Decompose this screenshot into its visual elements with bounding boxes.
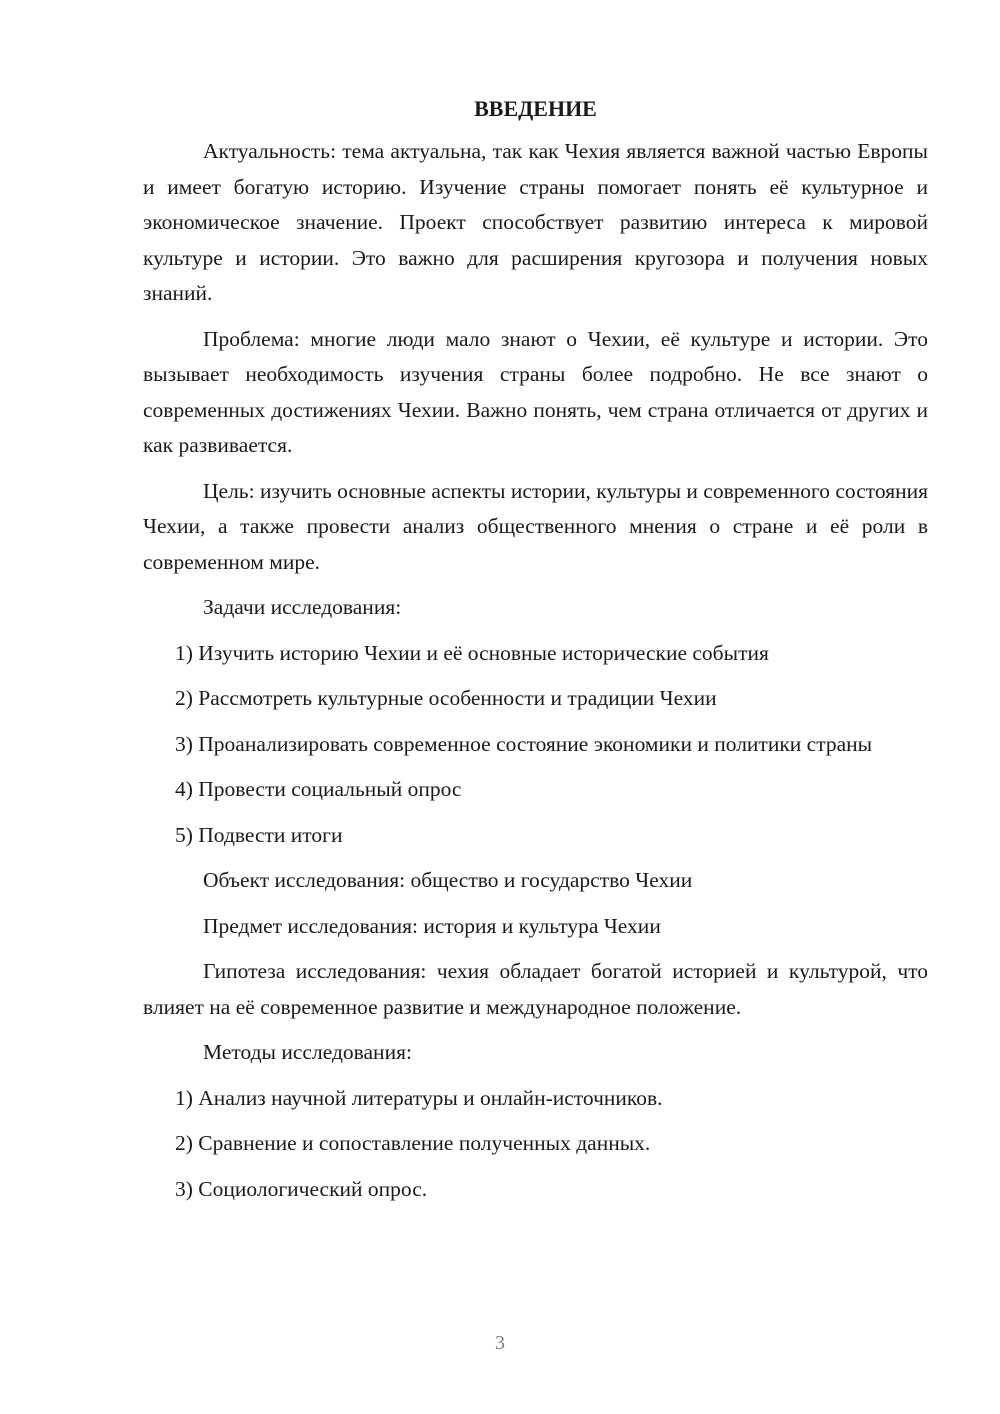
document-page xyxy=(143,94,928,1217)
list-item: 4) Провести социальный опрос xyxy=(175,777,462,801)
list-item: 5) Подвести итоги xyxy=(175,822,343,847)
list-item: 2) Сравнение и сопоставление полученных данных. xyxy=(175,1131,651,1155)
goal-paragraph: Цель: изучить основные аспекты истории, культуры и современного состояния Чехии, а также провести анализ общественного мнения о стране и её роли в современном мире. xyxy=(143,478,928,574)
list-item: 1) Анализ научной литературы и онлайн-источников. xyxy=(175,1085,663,1110)
hypothesis-paragraph: Гипотеза исследования: чехия обладает богатой историей и культурой, что влияет на её современное развитие и международное положение. xyxy=(143,959,928,1019)
methods-label: Методы исследования: xyxy=(203,1040,412,1064)
object-paragraph: Объект исследования: общество и государство Чехии xyxy=(203,868,693,892)
list-item: 3) Социологический опрос. xyxy=(175,1176,428,1201)
list-item: 3) Проанализировать современное состояние экономики и политики страны xyxy=(175,731,873,756)
tasks-list xyxy=(143,636,928,854)
subject-paragraph: Предмет исследования: история и культура Чехии xyxy=(203,913,661,938)
list-item: 1) Изучить историю Чехии и её основные исторические события xyxy=(175,640,769,665)
list-item: 2) Рассмотреть культурные особенности и традиции Чехии xyxy=(175,686,717,710)
problem-paragraph: Проблема: многие люди мало знают о Чехии, её культуре и истории. Это вызывает необходимость изучения страны более подробно. Не все знают о современных достижениях Чехии. Важно понять, чем страна отличается от других и как развивается. xyxy=(143,326,928,457)
tasks-label: Задачи исследования: xyxy=(203,595,402,619)
page-number: 3 xyxy=(495,1332,505,1354)
relevance-paragraph: Актуальность: тема актуальна, так как Чехия является важной частью Европы и имеет богатую историю. Изучение страны помогает понять её культурное и экономическое значение. Проект способствует развитию интереса к мировой культуре и истории. Это важно для расширения кругозора и получения новых знаний. xyxy=(143,139,928,305)
methods-list xyxy=(143,1081,928,1208)
page-title: ВВЕДЕНИЕ xyxy=(474,96,597,121)
